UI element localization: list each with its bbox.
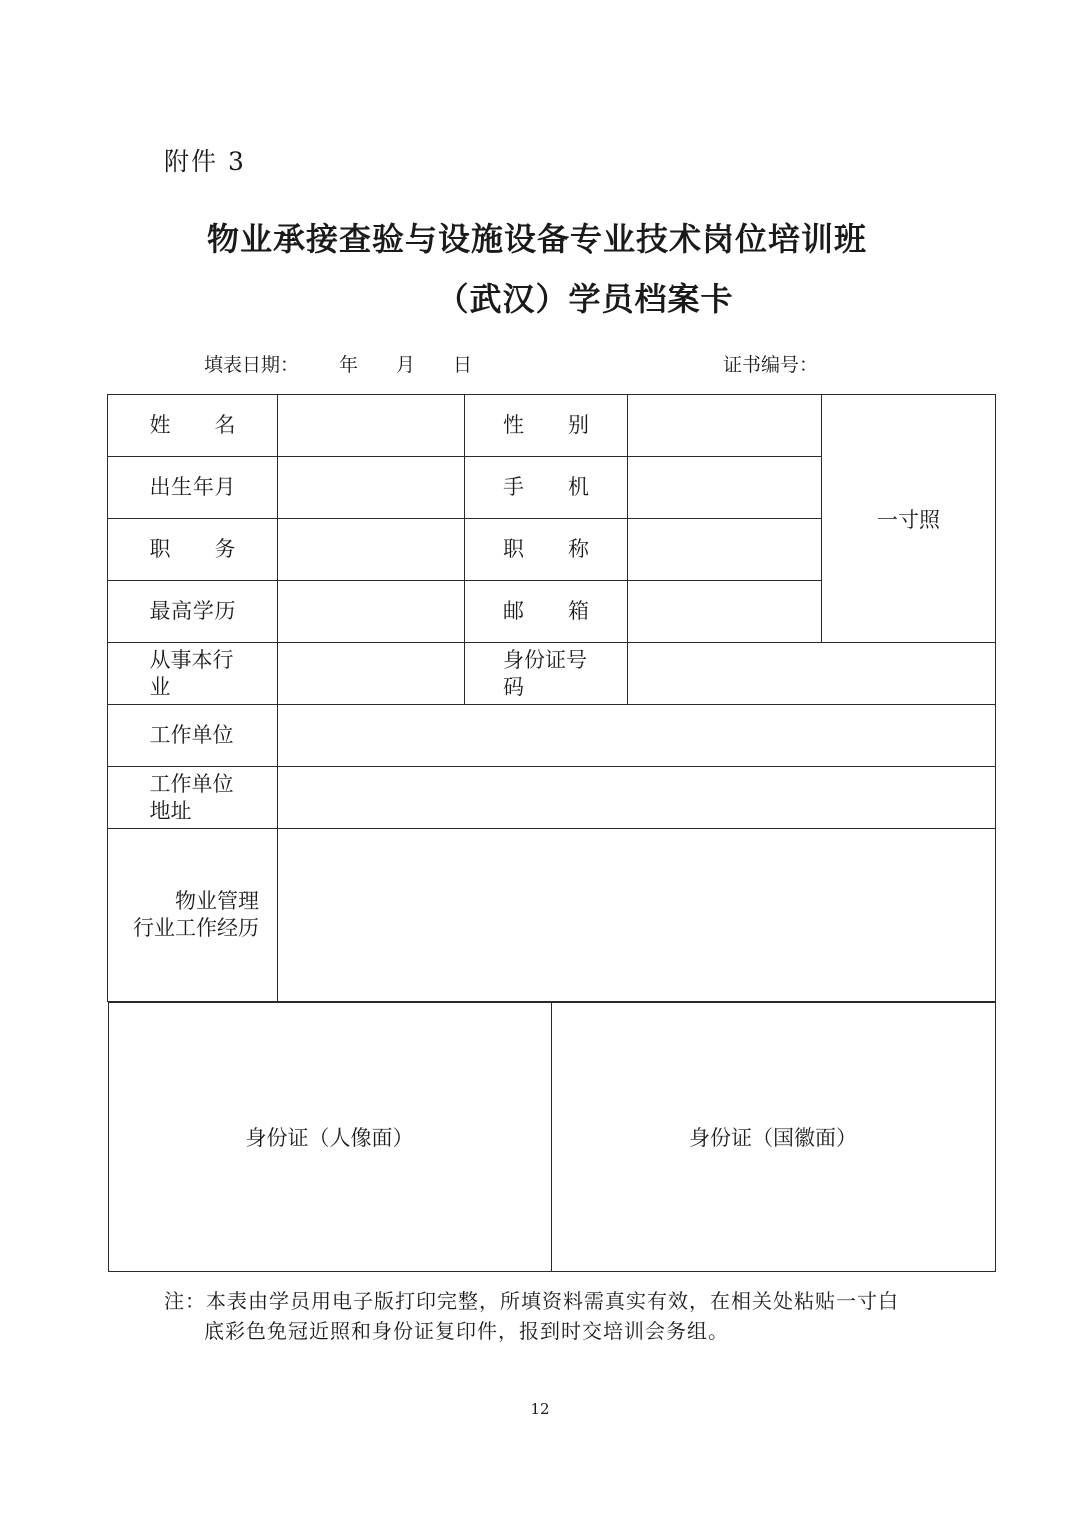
title-field[interactable] [628,519,822,581]
certificate-number-label: 证书编号： [723,354,819,376]
fill-date-year: 年 [339,354,359,376]
fill-date-month: 月 [396,354,416,376]
footnote-line1: 注：本表由学员用电子版打印完整，所填资料需真实有效，在相关处粘贴一寸白 [164,1289,899,1313]
id-front-box[interactable] [108,1003,551,1272]
document-subtitle: （武汉）学员档案卡 [436,280,734,318]
fill-date-line [204,350,472,377]
name-field[interactable] [278,395,465,457]
fill-date-day: 日 [453,354,473,376]
document-title: 物业承接查验与设施设备专业技术岗位培训班 [206,220,867,258]
email-field[interactable] [628,581,822,643]
gender-field[interactable] [628,395,822,457]
photo-box[interactable] [822,395,996,643]
id-number-label: 身份证号码 [465,643,628,705]
employer-address-label: 工作单位地址 [108,767,278,829]
education-field[interactable] [278,581,465,643]
page-number: 12 [530,1400,550,1418]
employer-label: 工作单位 [108,705,278,767]
form-row-name [108,395,996,457]
form-row-employer [108,705,996,767]
education-label: 最高学历 [108,581,278,643]
form-row-employer-address [108,767,996,829]
title-label: 职 称 [465,519,628,581]
attachment-label: 附件 3 [164,147,246,176]
fill-date-label: 填表日期： [204,354,300,376]
id-back-box[interactable] [551,1003,995,1272]
form-row-industry [108,643,996,705]
employer-field[interactable] [278,705,996,767]
form-row-experience [108,829,996,1002]
name-label: 姓 名 [108,395,278,457]
footnote-line2: 底彩色免冠近照和身份证复印件，报到时交培训会务组。 [204,1319,729,1343]
position-field[interactable] [278,519,465,581]
birth-label: 出生年月 [108,457,278,519]
photo-label: 一寸照 [877,507,940,532]
phone-label: 手 机 [465,457,628,519]
footnote [164,1286,899,1346]
gender-label: 性 别 [465,395,628,457]
id-back-label: 身份证（国徽面） [689,1126,857,1150]
email-label: 邮 箱 [465,581,628,643]
experience-field[interactable] [278,829,996,1002]
phone-field[interactable] [628,457,822,519]
experience-label: 物业管理 行业工作经历 [108,829,278,1002]
id-number-field[interactable] [628,643,996,705]
position-label: 职 务 [108,519,278,581]
birth-field[interactable] [278,457,465,519]
id-front-label: 身份证（人像面） [245,1126,414,1150]
archive-form-table [107,394,996,1272]
employer-address-field[interactable] [278,767,996,829]
industry-field[interactable] [278,643,465,705]
form-row-id-copies [108,1002,996,1273]
industry-label: 从事本行业 [108,643,278,705]
